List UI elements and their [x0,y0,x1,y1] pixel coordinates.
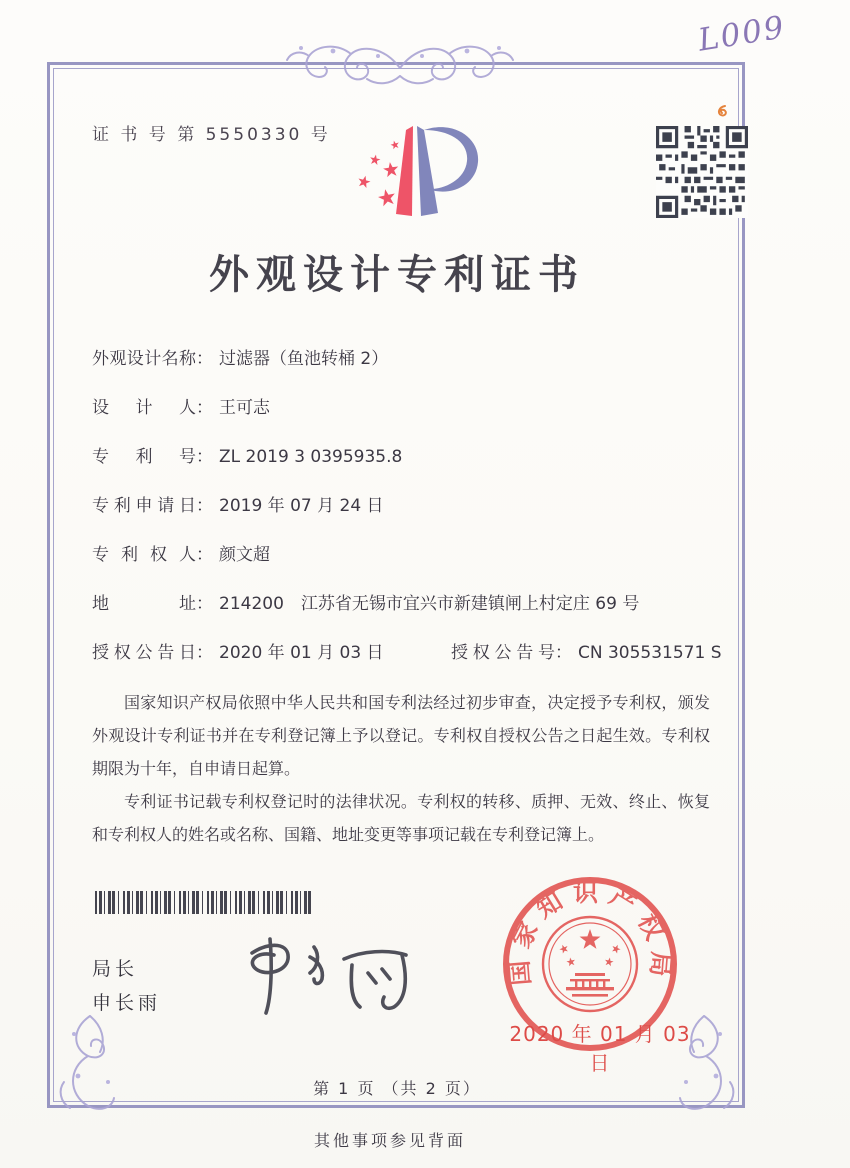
body-paragraph-1: 国家知识产权局依照中华人民共和国专利法经过初步审查，决定授予专利权，颁发外观设计专利证书并在专利登记簿上予以登记。专利权自授权公告之日起生效。专利权期限为十年，自申请日起算。 [92,693,710,778]
field-colon: ： [196,594,213,614]
field-colon: ： [196,545,213,565]
field-row-address [92,595,717,613]
field-row-design-name [92,350,717,368]
seal-emblem [558,929,622,997]
border-flourish-top-icon [281,34,519,98]
border-flourish-bottom-left-icon [50,1012,132,1116]
field-row-grant [92,643,722,663]
grant-date-pair [92,643,384,663]
field-value: CN 305531571 S [577,643,722,663]
director-block [92,952,161,1020]
cnipa-logo-icon [338,100,513,240]
page-indicator: 第 1 页 （共 2 页） [313,1079,481,1098]
field-value: 颜文超 [219,545,270,565]
field-colon: ： [196,643,213,663]
seal-arc-text: 国家知识产权局 [503,877,677,987]
field-colon: ： [196,496,213,516]
field-value: 2020 年 01 月 03 日 [219,643,384,663]
field-list [92,349,722,693]
qr-code [656,126,748,218]
field-colon: ： [554,643,572,663]
grant-number-pair [451,643,722,663]
page-title: 外观设计专利证书 [209,251,585,298]
field-colon: ： [196,447,213,467]
handwritten-note: L009 [695,9,789,59]
field-value: ZL 2019 3 0395935.8 [219,447,403,467]
field-row-designer [92,399,717,417]
field-value: 过滤器（鱼池转桶 2） [219,349,389,369]
barcode [95,891,311,914]
field-label: 设计人 [92,398,196,418]
field-label: 专利权人 [92,545,196,565]
field-row-patentee [92,546,717,564]
certificate-number: 证 书 号 第 5550330 号 [92,125,331,145]
seal-date: 2020 年 01 月 03 日 [509,1022,691,1075]
field-colon: ： [196,349,213,369]
field-value: 王可志 [219,398,270,418]
field-row-filing-date [92,497,717,515]
director-signature-icon [222,925,427,1025]
director-name: 申长雨 [92,992,162,1014]
field-label: 外观设计名称 [92,349,196,369]
field-colon: ： [196,398,213,418]
field-label: 地址 [92,594,196,614]
body-paragraph-2: 专利证书记载专利权登记时的法律状况。专利权的转移、质押、无效、终止、恢复和专利权人的姓名或名称、国籍、地址变更等事项记载在专利登记簿上。 [92,792,710,844]
field-label: 专利申请日 [92,496,196,516]
footer-note: 其他事项参见背面 [313,1131,466,1150]
field-label: 授权公告号 [450,643,555,663]
field-value: 214200 江苏省无锡市宜兴市新建镇闸上村定庄 69 号 [219,594,640,614]
director-title: 局长 [92,958,139,980]
field-row-patent-number [92,448,717,466]
field-label: 授权公告日 [92,643,196,663]
field-label: 专利号 [92,447,196,467]
legal-text [92,686,710,851]
field-value: 2019 年 07 月 24 日 [219,496,384,516]
pen-mark-icon [712,102,732,122]
